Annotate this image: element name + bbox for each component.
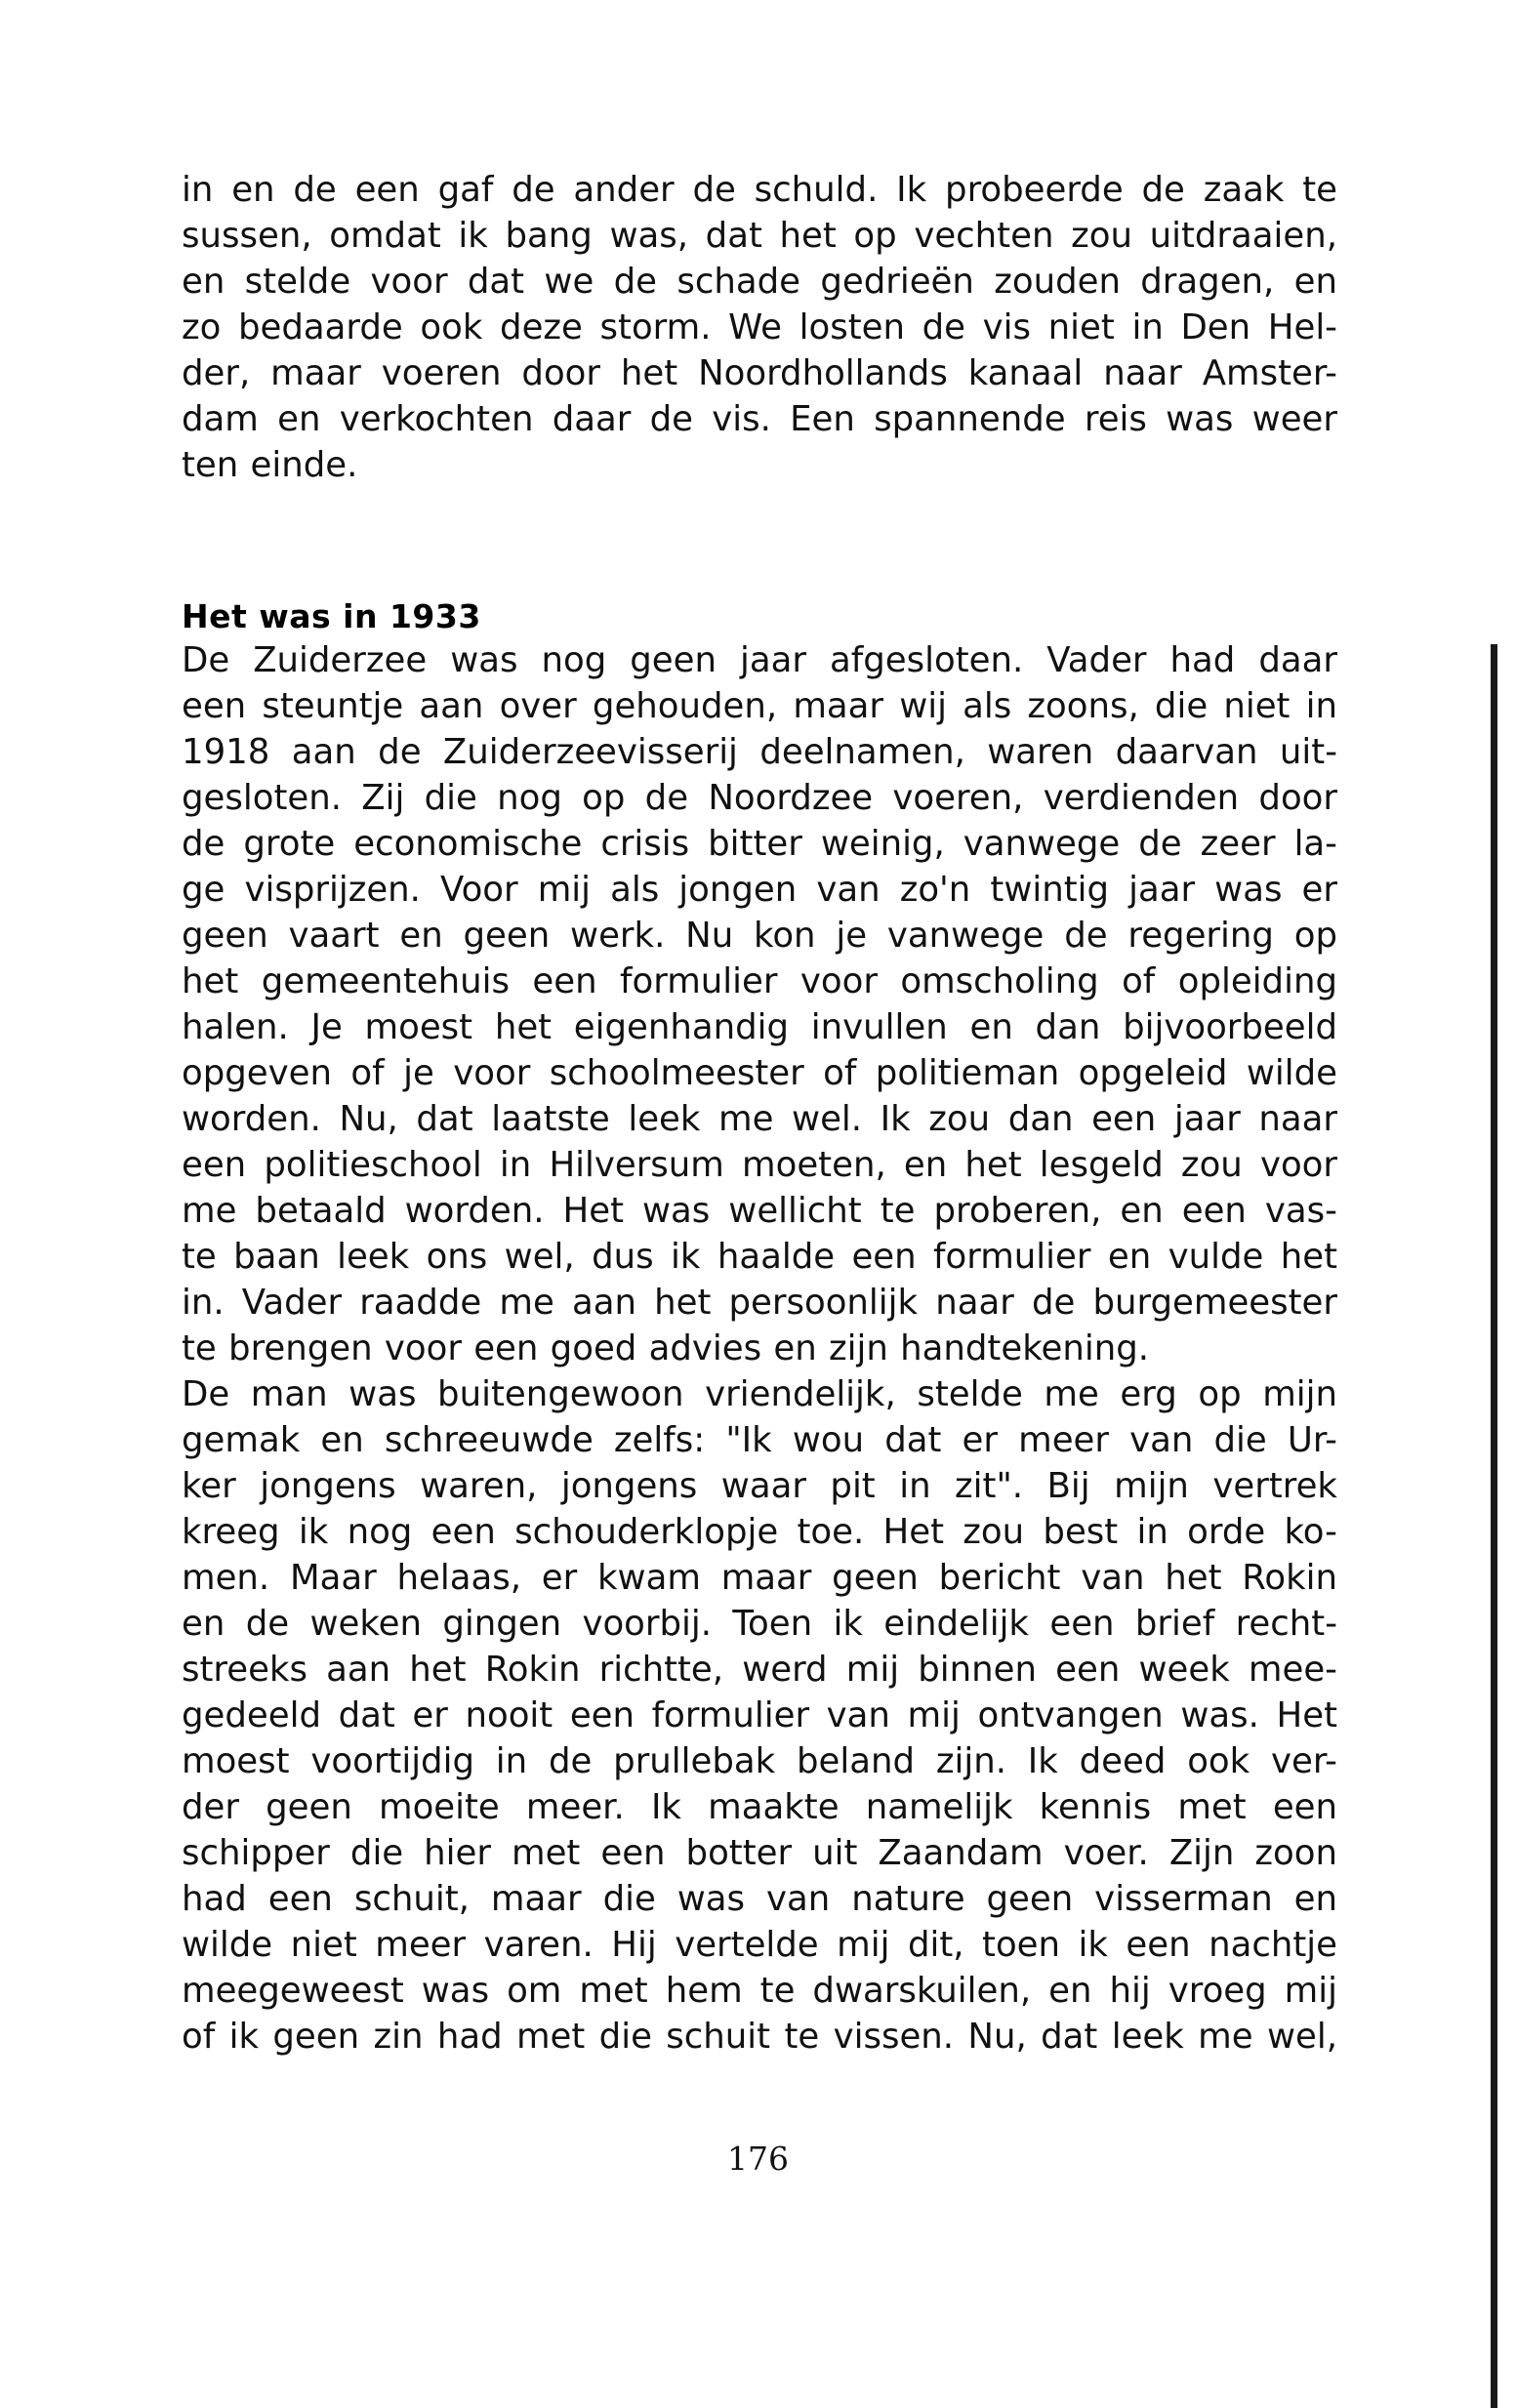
- text-line: en de weken gingen voorbij. Toen ik eindelijk een brief recht-: [182, 1604, 1337, 1644]
- text-line: schipper die hier met een botter uit Zaandam voer. Zijn zoon: [182, 1833, 1337, 1873]
- text-line: in en de een gaf de ander de schuld. Ik probeerde de zaak te: [182, 170, 1337, 210]
- text-line: ten einde.: [182, 445, 358, 485]
- text-line: in. Vader raadde me aan het persoonlijk naar de burgemeester: [182, 1283, 1337, 1323]
- text-line: sussen, omdat ik bang was, dat het op vechten zou uitdraaien,: [182, 216, 1337, 256]
- intro-paragraph: [182, 167, 1337, 488]
- text-line: de grote economische crisis bitter weinig, vanwege de zeer la-: [182, 824, 1337, 864]
- section-body: [182, 637, 1337, 2060]
- text-line: der, maar voeren door het Noordhollands kanaal naar Amster-: [182, 353, 1337, 393]
- text-line: gedeeld dat er nooit een formulier van mij ontvangen was. Het: [182, 1695, 1337, 1735]
- text-line: meegeweest was om met hem te dwarskuilen, en hij vroeg mij: [182, 1971, 1337, 2011]
- text-line: opgeven of je voor schoolmeester of politieman opgeleid wilde: [182, 1053, 1337, 1093]
- text-line: te baan leek ons wel, dus ik haalde een formulier en vulde het: [182, 1237, 1337, 1277]
- text-line: gesloten. Zij die nog op de Noordzee voeren, verdienden door: [182, 778, 1337, 818]
- text-line: geen vaart en geen werk. Nu kon je vanwege de regering op: [182, 916, 1337, 956]
- text-line: halen. Je moest het eigenhandig invullen en dan bijvoorbeeld: [182, 1007, 1337, 1047]
- text-line: moest voortijdig in de prullebak beland zijn. Ik deed ook ver-: [182, 1741, 1337, 1781]
- text-line: me betaald worden. Het was wellicht te proberen, en een vas-: [182, 1191, 1337, 1231]
- section-heading: Het was in 1933: [182, 597, 481, 635]
- text-line: streeks aan het Rokin richtte, werd mij binnen een week mee-: [182, 1650, 1337, 1690]
- text-line: De man was buitengewoon vriendelijk, stelde me erg op mijn: [182, 1374, 1337, 1414]
- text-line: kreeg ik nog een schouderklopje toe. Het zou best in orde ko-: [182, 1512, 1337, 1552]
- text-line: en stelde voor dat we de schade gedrieën zouden dragen, en: [182, 262, 1337, 302]
- text-line: gemak en schreeuwde zelfs: "Ik wou dat er meer van die Ur-: [182, 1420, 1337, 1460]
- text-line: De Zuiderzee was nog geen jaar afgesloten. Vader had daar: [182, 640, 1337, 680]
- text-line: had een schuit, maar die was van nature geen visserman en: [182, 1879, 1337, 1919]
- text-line: ker jongens waren, jongens waar pit in zit". Bij mijn vertrek: [182, 1466, 1337, 1506]
- page-number: 176: [727, 2140, 789, 2178]
- text-line: een politieschool in Hilversum moeten, en het lesgeld zou voor: [182, 1145, 1337, 1185]
- text-line: der geen moeite meer. Ik maakte namelijk kennis met een: [182, 1787, 1337, 1827]
- text-line: of ik geen zin had met die schuit te vissen. Nu, dat leek me wel,: [182, 2017, 1337, 2057]
- text-line: ge visprijzen. Voor mij als jongen van zo'n twintig jaar was er: [182, 870, 1337, 910]
- text-line: worden. Nu, dat laatste leek me wel. Ik zou dan een jaar naar: [182, 1099, 1337, 1139]
- text-line: 1918 aan de Zuiderzeevisserij deelnamen, waren daarvan uit-: [182, 732, 1337, 772]
- text-line: wilde niet meer varen. Hij vertelde mij dit, toen ik een nachtje: [182, 1925, 1337, 1965]
- text-line: het gemeentehuis een formulier voor omscholing of opleiding: [182, 961, 1337, 1001]
- text-line: men. Maar helaas, er kwam maar geen bericht van het Rokin: [182, 1558, 1337, 1598]
- text-line: zo bedaarde ook deze storm. We losten de vis niet in Den Hel-: [182, 307, 1337, 347]
- text-line: te brengen voor een goed advies en zijn handtekening.: [182, 1328, 1150, 1368]
- text-line: een steuntje aan over gehouden, maar wij als zoons, die niet in: [182, 686, 1337, 726]
- text-line: dam en verkochten daar de vis. Een spannende reis was weer: [182, 399, 1337, 439]
